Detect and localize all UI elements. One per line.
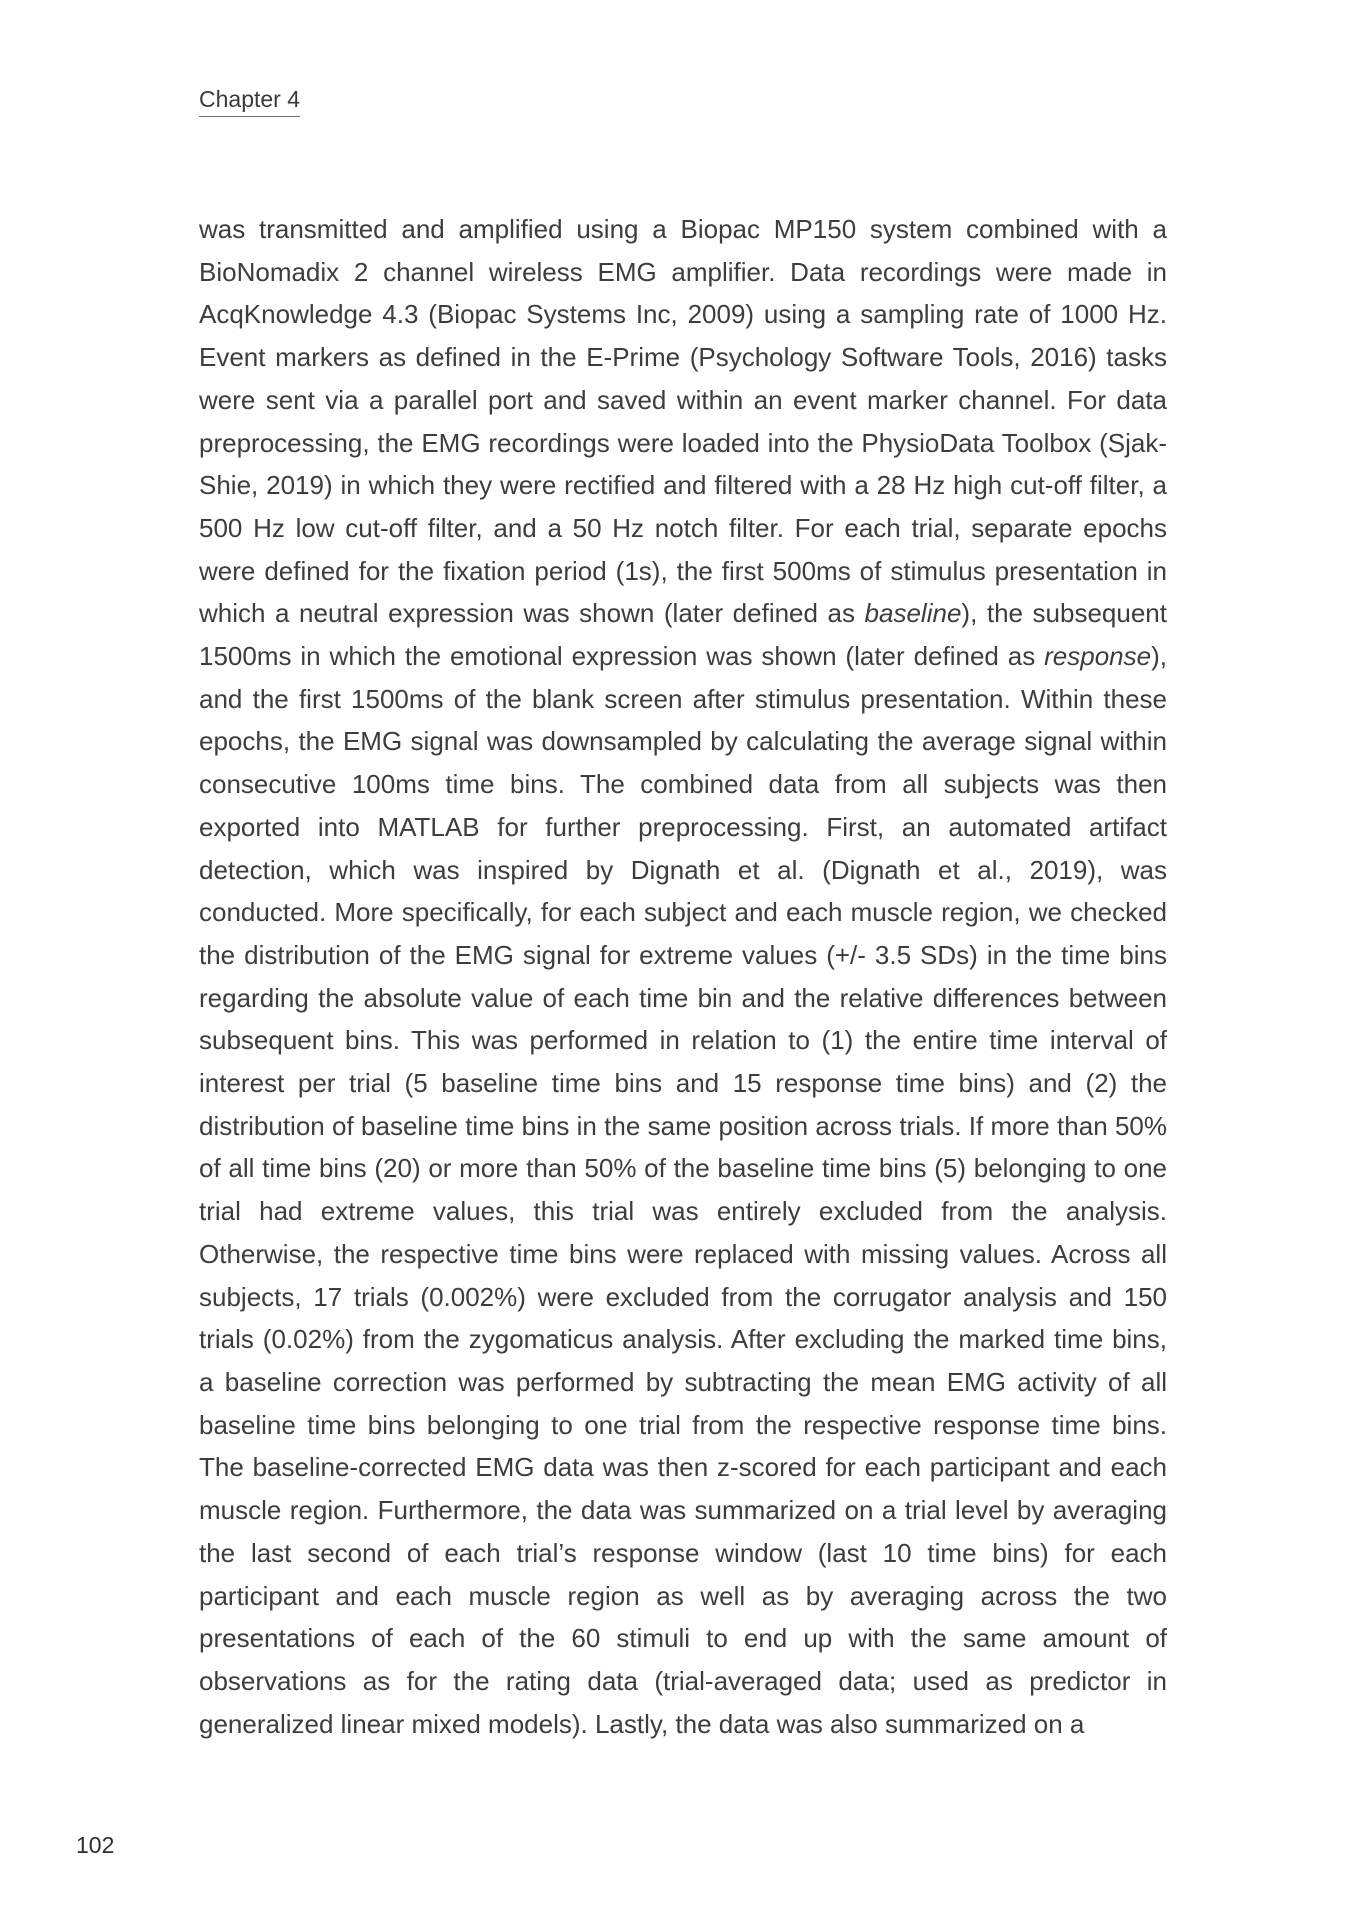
page-number: 102 bbox=[76, 1832, 115, 1858]
body-text-part-1: was transmitted and amplified using a Biopac MP150 system combined with a BioNomadix 2 channel wireless EMG amplifier. Data recordings were made in AcqKnowledge 4.3 (Biopac Systems Inc, 2009) using a sampling rate of 1000 Hz. Event markers as defined in the E-Prime (Psychology Software Tools, 2016) tasks were sent via a parallel port and saved within an event marker channel. For data preprocessing, the EMG recordings were loaded into the PhysioData Toolbox (Sjak-Shie, 2019) in which they were rectified and filtered with a 28 Hz high cut-off filter, a 500 Hz low cut-off filter, and a 50 Hz notch filter. For each trial, separate epochs were defined for the fixation period (1s), the first 500ms of stimulus presentation in which a neutral expression was shown (later defined as bbox=[199, 214, 1167, 629]
italic-term-baseline: baseline bbox=[864, 598, 962, 629]
body-text-part-3: ), and the first 1500ms of the blank screen after stimulus presentation. Within these epochs, the EMG signal was downsampled by calculating the average signal within consecutive 100ms time bins. The combined data from all subjects was then exported into MATLAB for further preprocessing. First, an automated artifact detection, which was inspired by Dignath et al. (Dignath et al., 2019), was conducted. More specifically, for each subject and each muscle region, we checked the distribution of the EMG signal for extreme values (+/- 3.5 SDs) in the time bins regarding the absolute value of each time bin and the relative differences between subsequent bins. This was performed in relation to (1) the entire time interval of interest per trial (5 baseline time bins and 15 response time bins) and (2) the distribution of baseline time bins in the same position across trials. If more than 50% of all time bins (20) or more than 50% of the baseline time bins (5) belonging to one trial had extreme values, this trial was entirely excluded from the analysis. Otherwise, the respective time bins were replaced with missing values. Across all subjects, 17 trials (0.002%) were excluded from the corrugator analysis and 150 trials (0.02%) from the zygomaticus analysis. After excluding the marked time bins, a baseline correction was performed by subtracting the mean EMG activity of all baseline time bins belonging to one trial from the respective response time bins. The baseline-corrected EMG data was then z-scored for each participant and each muscle region. Furthermore, the data was summarized on a trial level by averaging the last second of each trial’s response window (last 10 time bins) for each participant and each muscle region as well as by averaging across the two presentations of each of the 60 stimuli to end up with the same amount of observations as for the rating data (trial-averaged data; used as predictor in generalized linear mixed models). Lastly, the data was also summarized on a bbox=[199, 641, 1167, 1739]
chapter-header: Chapter 4 bbox=[199, 84, 300, 117]
body-text-part-2: ), the subsequent 1500ms in which the emotional expression was shown (later defined as bbox=[199, 598, 1167, 672]
italic-term-response: response bbox=[1044, 641, 1152, 672]
body-paragraph bbox=[199, 208, 1167, 1745]
